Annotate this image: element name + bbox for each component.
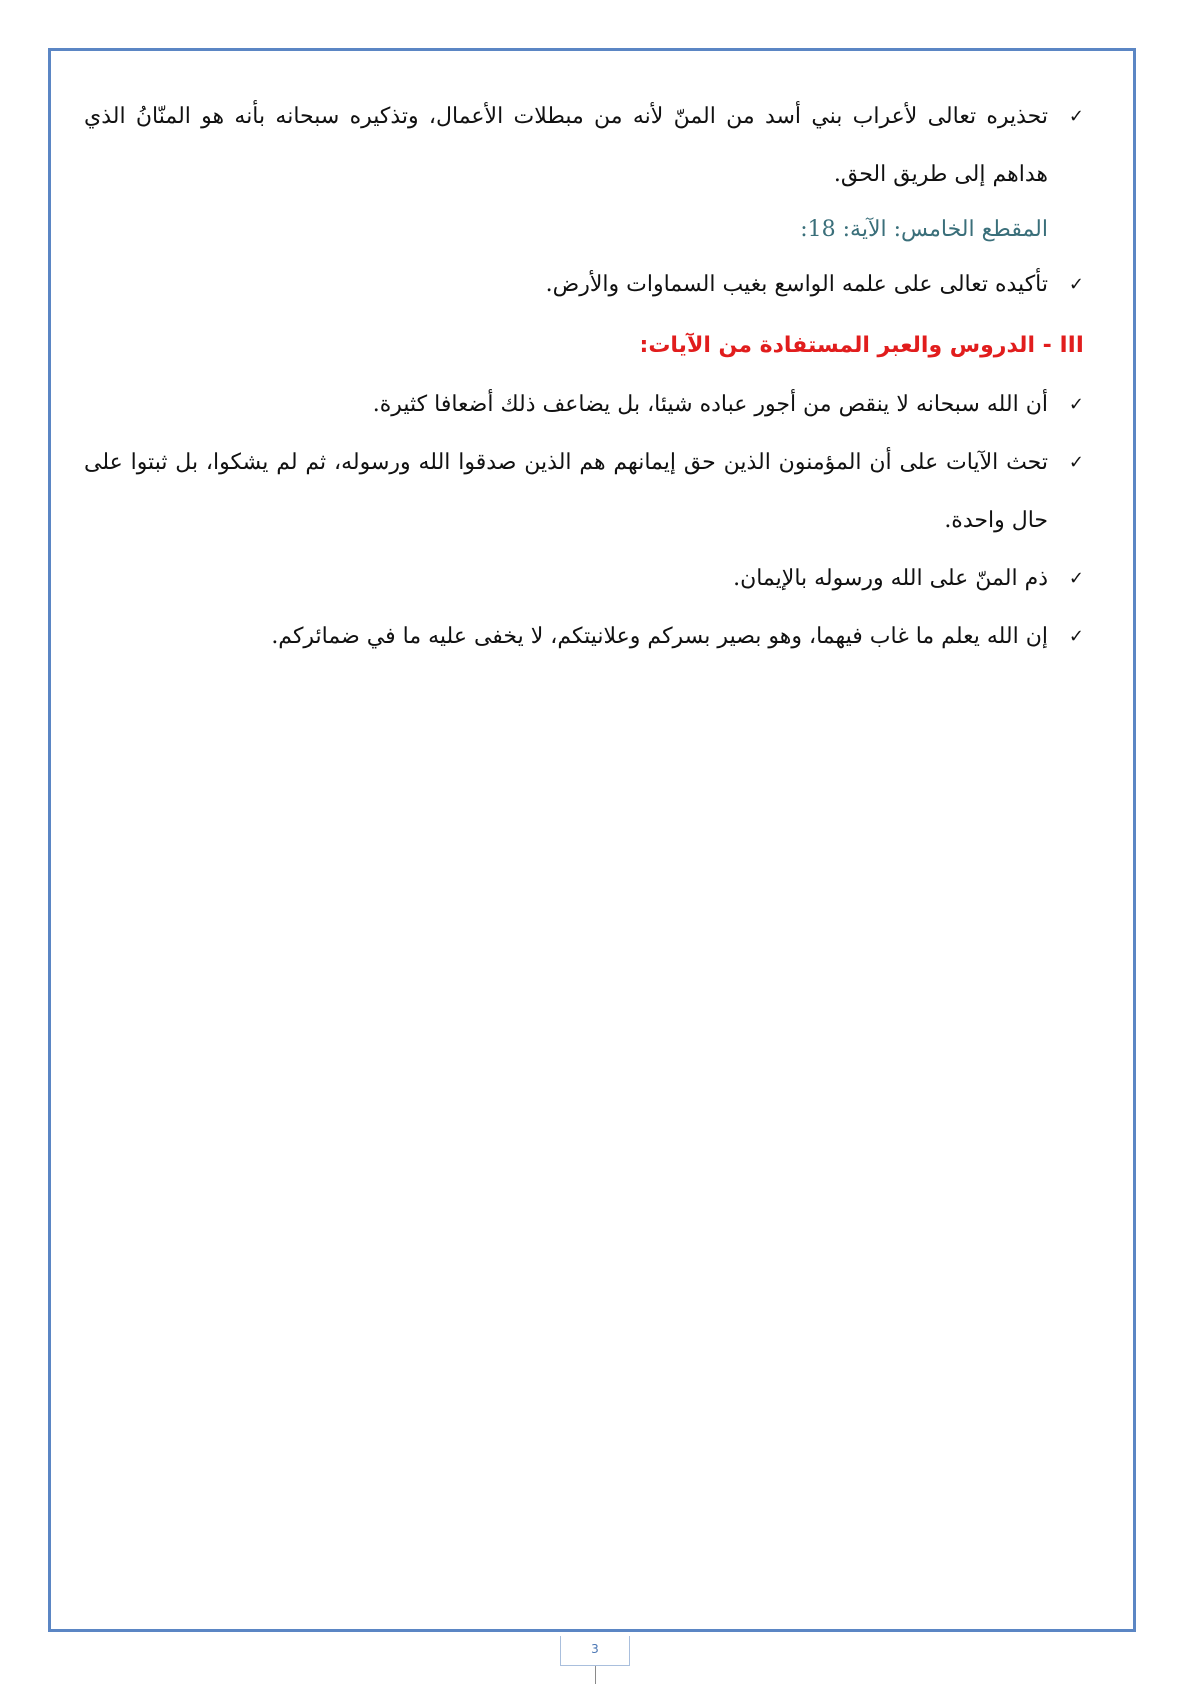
list-item bbox=[84, 434, 1084, 550]
list-item-text: تحذيره تعالى لأعراب بني أسد من المنّ لأنه من مبطلات الأعمال، وتذكيره سبحانه بأنه هو المنّانُ الذي هداهم إلى طريق الحق. bbox=[84, 104, 1048, 187]
check-mark-icon: ✓ bbox=[1068, 452, 1084, 473]
page-number: 3 bbox=[560, 1636, 630, 1666]
list-item-text: ذم المنّ على الله ورسوله بالإيمان. bbox=[733, 566, 1048, 591]
check-mark-icon: ✓ bbox=[1068, 626, 1084, 647]
check-mark-icon: ✓ bbox=[1068, 568, 1084, 589]
list-item-text: تأكيده تعالى على علمه الواسع بغيب السماوات والأرض. bbox=[545, 272, 1048, 297]
list-item-text: أن الله سبحانه لا ينقص من أجور عباده شيئا، بل يضاعف ذلك أضعافا كثيرة. bbox=[372, 392, 1048, 417]
document-body bbox=[84, 88, 1084, 666]
section-heading: III - الدروس والعبر المستفادة من الآيات: bbox=[639, 333, 1084, 358]
list-item-text: إن الله يعلم ما غاب فيهما، وهو بصير بسركم وعلانيتكم، لا يخفى عليه ما في ضمائركم. bbox=[271, 624, 1048, 649]
list-item bbox=[84, 256, 1084, 314]
check-mark-icon: ✓ bbox=[1068, 106, 1084, 127]
section-subheading: المقطع الخامس: الآية: 18: bbox=[800, 217, 1048, 242]
list-item bbox=[84, 550, 1084, 608]
list-item bbox=[84, 88, 1084, 204]
list-item bbox=[84, 376, 1084, 434]
check-mark-icon: ✓ bbox=[1068, 394, 1084, 415]
list-item bbox=[84, 608, 1084, 666]
page-number-divider bbox=[595, 1666, 596, 1684]
list-item-text: تحث الآيات على أن المؤمنون الذين حق إيمانهم هم الذين صدقوا الله ورسوله، ثم لم يشكوا، بل ثبتوا على حال واحدة. bbox=[84, 450, 1048, 533]
check-mark-icon: ✓ bbox=[1068, 274, 1084, 295]
